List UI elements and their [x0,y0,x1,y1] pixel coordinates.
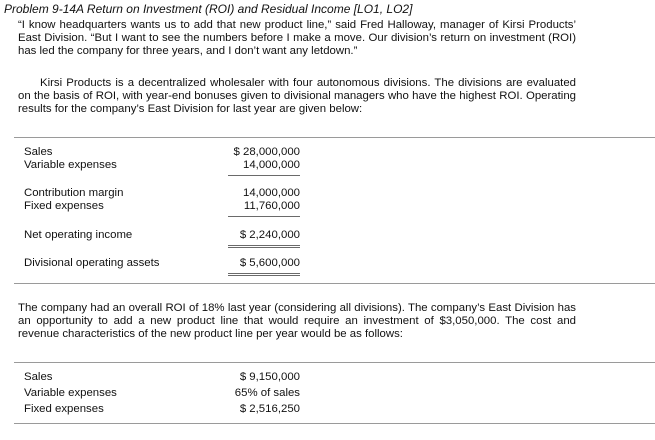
row-label: Contribution margin [24,187,124,199]
row-value: $ 9,150,000 [239,371,300,383]
row-label: Sales [24,371,53,383]
total-double-underline [228,247,300,248]
row-value: $ 2,516,250 [239,403,300,415]
row-label: Net operating income [24,229,133,241]
row-value: $ 28,000,000 [233,146,300,158]
table-bottom-rule [14,283,655,284]
opportunity-paragraph: The company had an overall ROI of 18% last year (considering all divisions). The company’s East Division has an opportunity to add a new product line that would require an investment of $3,050,000. The cost and revenue characteristics of the new product line per year would be as follows: [18,302,576,341]
row-label: Fixed expenses [24,403,104,415]
total-underline [228,273,300,274]
context-paragraph: Kirsi Products is a decentralized wholesaler with four autonomous divisions. The divisions are evaluated on the basis of ROI, with year-end bonuses given to divisional managers who have the highest ROI. Operating results for the company’s East Division for last year are given below: [18,77,576,116]
row-value: $ 2,240,000 [239,229,300,241]
intro-paragraph: “I know headquarters wants us to add that new product line,” said Fred Halloway, manager of Kirsi Products’ East Division. “But I want to see the numbers before I make a move. Our division’s return on investment (ROI) has led the company for three years, and I don’t want any letdown.” [18,19,576,58]
row-label: Fixed expenses [24,200,104,212]
row-value: 11,760,000 [243,200,300,212]
total-underline [228,245,300,246]
problem-title: Problem 9-14A Return on Investment (ROI) and Residual Income [LO1, LO2] [4,2,413,16]
row-label: Sales [24,146,53,158]
row-value: 14,000,000 [242,187,300,199]
table-top-rule [14,362,655,363]
total-double-underline [228,275,300,276]
row-label: Divisional operating assets [24,257,160,269]
subtotal-underline [228,175,300,176]
subtotal-underline [228,216,300,217]
row-value: $ 5,600,000 [239,257,300,269]
table-bottom-rule [14,423,655,424]
row-value: 14,000,000 [242,159,300,171]
row-value: 65% of sales [234,387,300,399]
row-label: Variable expenses [24,387,117,399]
row-label: Variable expenses [24,159,117,171]
table-top-rule [14,137,655,138]
